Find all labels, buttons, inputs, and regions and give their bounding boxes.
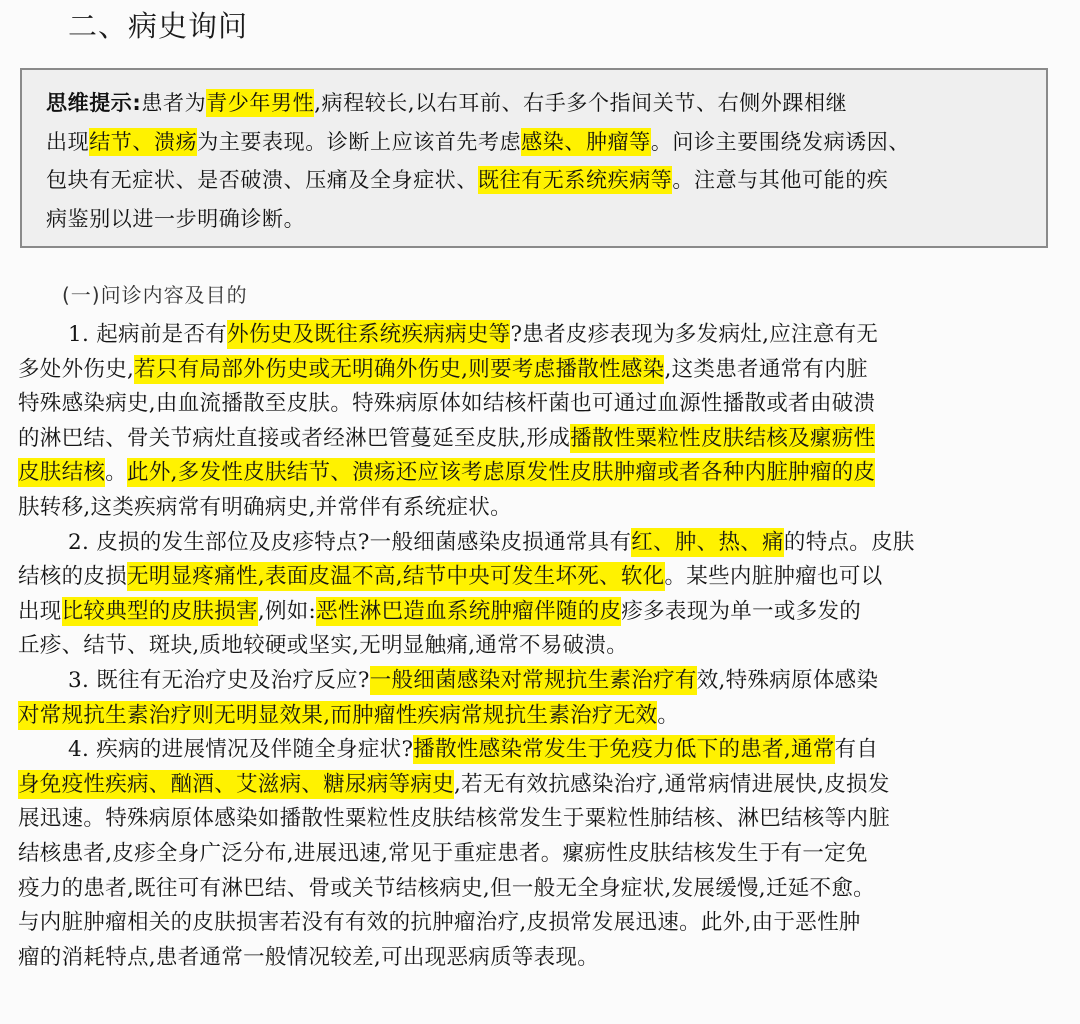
body-line bbox=[18, 422, 1066, 457]
body-line bbox=[18, 456, 1066, 491]
text-segment: 效,特殊病原体感染 bbox=[696, 667, 879, 693]
body-line bbox=[18, 387, 1066, 422]
body-line bbox=[18, 595, 1066, 630]
body-line bbox=[18, 629, 1066, 664]
highlighted-text: 既往有无系统疾病等 bbox=[478, 168, 673, 192]
highlighted-text: 若只有局部外伤史或无明确外伤史,则要考虑播散性感染 bbox=[134, 356, 665, 382]
hint-line bbox=[46, 161, 1026, 200]
highlighted-text: 播散性粟粒性皮肤结核及瘰疬性 bbox=[570, 425, 876, 451]
text-segment: 。 bbox=[105, 460, 128, 486]
text-segment: 的特点。皮肤 bbox=[783, 529, 915, 555]
text-segment: 。问诊主要围绕发病诱因、 bbox=[650, 129, 911, 154]
text-segment: 出现 bbox=[18, 598, 62, 624]
text-segment: 出现 bbox=[46, 129, 90, 154]
text-segment: 1. 起病前是否有 bbox=[68, 322, 228, 347]
highlighted-text: 此外,多发性皮肤结节、溃疡还应该考虑原发性皮肤肿瘤或者各种内脏肿瘤的皮 bbox=[127, 460, 876, 486]
text-segment: ,病程较长,以右耳前、右手多个指间关节、右侧外踝相继 bbox=[314, 91, 848, 115]
sub-heading: (一)问诊内容及目的 bbox=[62, 283, 248, 307]
text-segment: ?患者皮疹表现为多发病灶,应注意有无 bbox=[510, 322, 879, 347]
highlighted-text: 外伤史及既往系统疾病病史等 bbox=[227, 322, 511, 347]
highlighted-text: 对常规抗生素治疗则无明显效果,而肿瘤性疾病常规抗生素治疗无效 bbox=[18, 702, 658, 728]
highlighted-text: 结节、溃疡 bbox=[89, 129, 198, 154]
text-segment: ,若无有效抗感染治疗,通常病情进展快,皮损发 bbox=[454, 771, 890, 797]
highlighted-text: 比较典型的皮肤损害 bbox=[61, 598, 258, 624]
hint-label: 思维提示: bbox=[46, 91, 142, 115]
body-line bbox=[18, 491, 1066, 526]
body-line bbox=[18, 526, 1066, 561]
text-segment: 结核患者,皮疹全身广泛分布,进展迅速,常见于重症患者。瘰疬性皮肤结核发生于有一定免 bbox=[18, 840, 868, 866]
body-line bbox=[18, 733, 1066, 768]
text-segment: ,例如: bbox=[257, 598, 317, 624]
text-segment: 丘疹、结节、斑块,质地较硬或坚实,无明显触痛,通常不易破溃。 bbox=[18, 633, 629, 659]
body-line bbox=[18, 837, 1066, 872]
text-segment: 2. 皮损的发生部位及皮疹特点?一般细菌感染皮损通常具有 bbox=[68, 529, 632, 555]
text-segment: 3. 既往有无治疗史及治疗反应? bbox=[68, 667, 370, 693]
text-segment: 与内脏肿瘤相关的皮肤损害若没有有效的抗肿瘤治疗,皮损常发展迅速。此外,由于恶性肿 bbox=[18, 910, 861, 936]
text-segment: 展迅速。特殊病原体感染如播散性粟粒性皮肤结核常发生于粟粒性肺结核、淋巴结核等内脏 bbox=[18, 806, 891, 832]
highlighted-text: 恶性淋巴造血系统肿瘤伴随的皮 bbox=[316, 598, 622, 624]
section-title: 二、病史询问 bbox=[68, 9, 249, 43]
hint-line bbox=[46, 200, 1026, 239]
text-segment: ,这类患者通常有内脏 bbox=[664, 356, 868, 382]
hint-text bbox=[46, 84, 1026, 238]
text-segment: 的淋巴结、骨关节病灶直接或者经淋巴管蔓延至皮肤,形成 bbox=[18, 425, 571, 451]
text-segment: 。注意与其他可能的疾 bbox=[672, 168, 889, 192]
text-segment: 疹多表现为单一或多发的 bbox=[621, 598, 862, 624]
highlighted-text: 播散性感染常发生于免疫力低下的患者,通常 bbox=[413, 737, 835, 763]
text-segment: 。 bbox=[657, 702, 680, 728]
body-line bbox=[18, 941, 1066, 976]
text-segment: 瘤的消耗特点,患者通常一般情况较差,可出现恶病质等表现。 bbox=[18, 944, 600, 970]
body-line bbox=[18, 802, 1066, 837]
highlighted-text: 感染、肿瘤等 bbox=[521, 129, 651, 154]
text-segment: 为主要表现。诊断上应该首先考虑 bbox=[197, 129, 522, 154]
body-line bbox=[18, 906, 1066, 941]
highlighted-text: 一般细菌感染对常规抗生素治疗有 bbox=[369, 667, 697, 693]
hint-line bbox=[46, 123, 1026, 162]
body-line bbox=[18, 560, 1066, 595]
highlighted-text: 无明显疼痛性,表面皮温不高,结节中央可发生坏死、软化 bbox=[127, 564, 665, 590]
text-segment: 肤转移,这类疾病常有明确病史,并常伴有系统症状。 bbox=[18, 494, 512, 520]
text-segment: 多处外伤史, bbox=[18, 356, 135, 382]
body-line bbox=[18, 768, 1066, 803]
hint-line bbox=[46, 84, 1026, 123]
thinking-hint-box bbox=[20, 68, 1048, 248]
body-text bbox=[18, 318, 1066, 975]
text-segment: 包块有无症状、是否破溃、压痛及全身症状、 bbox=[46, 168, 478, 192]
text-segment: 特殊感染病史,由血流播散至皮肤。特殊病原体如结核杆菌也可通过血源性播散或者由破溃 bbox=[18, 391, 876, 417]
text-segment: 结核的皮损 bbox=[18, 564, 128, 590]
highlighted-text: 皮肤结核 bbox=[18, 460, 106, 486]
text-segment: 疫力的患者,既往可有淋巴结、骨或关节结核病史,但一般无全身症状,发展缓慢,迁延不愈。 bbox=[18, 875, 875, 901]
body-line bbox=[18, 699, 1066, 734]
body-line bbox=[18, 872, 1066, 907]
body-line bbox=[18, 353, 1066, 388]
text-segment: 4. 疾病的进展情况及伴随全身症状? bbox=[68, 737, 414, 763]
highlighted-text: 身免疫性疾病、酗酒、艾滋病、糖尿病等病史 bbox=[18, 771, 455, 797]
highlighted-text: 红、肿、热、痛 bbox=[631, 529, 784, 555]
body-line bbox=[18, 318, 1066, 353]
text-segment: 病鉴别以进一步明确诊断。 bbox=[46, 206, 306, 231]
text-segment: 有自 bbox=[834, 737, 879, 763]
body-line bbox=[18, 664, 1066, 699]
highlighted-text: 青少年男性 bbox=[206, 91, 315, 115]
text-segment: 。某些内脏肿瘤也可以 bbox=[664, 564, 883, 590]
text-segment: 患者为 bbox=[141, 91, 207, 115]
